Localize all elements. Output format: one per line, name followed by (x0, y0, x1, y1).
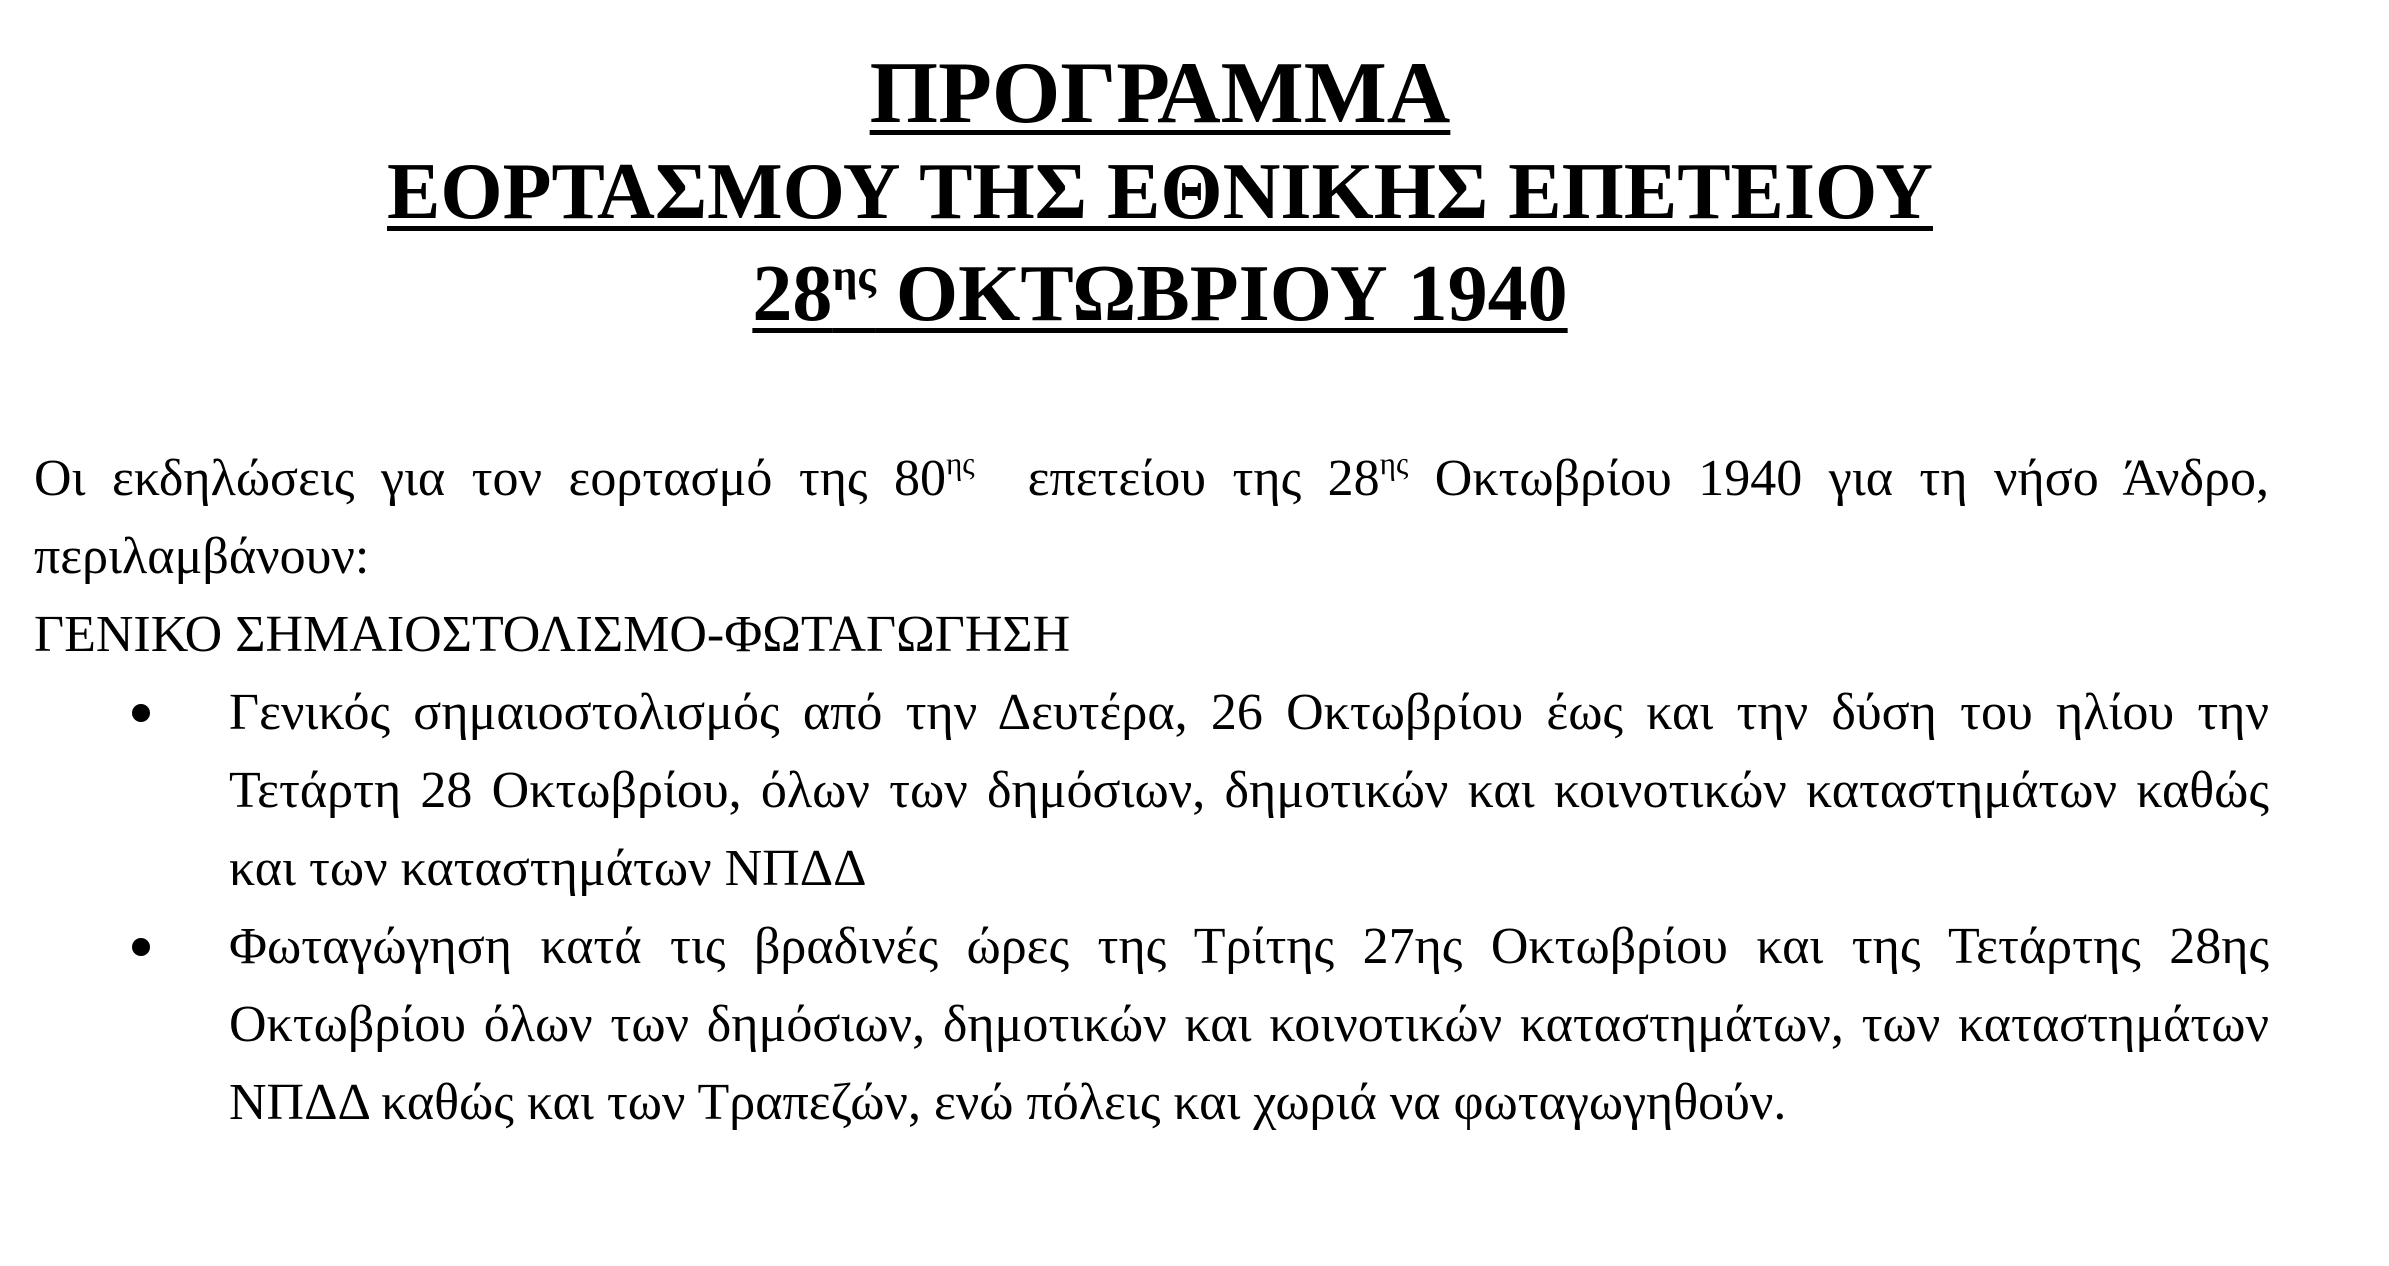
bullet-icon (132, 938, 150, 956)
title-line-3-number: 28 (752, 250, 833, 338)
intro-part-1: Οι εκδηλώσεις για τον εορτασμό της 80 (34, 450, 946, 507)
title-line-3-rest: ΟΚΤΩΒΡΙΟΥ 1940 (875, 250, 1568, 338)
list-item (34, 908, 2269, 1142)
document-body (34, 440, 2269, 1142)
list-item-text: Φωταγώγηση κατά τις βραδινές ώρες της Τρίτης 27ης Οκτωβρίου και της Τετάρτης 28ης Οκτωβρίου όλων των δημόσιων, δημοτικών και κοινοτικών καταστημάτων, των καταστημάτων ΝΠΔΔ καθώς και των Τραπεζών, ενώ πόλεις και χωριά να φωταγωγηθούν. (229, 918, 2269, 1131)
title-line-1: ΠΡΟΓΡΑΜΜΑ (869, 45, 1451, 142)
title-line-3 (752, 250, 1568, 338)
intro-paragraph (34, 440, 2269, 596)
document-title (0, 45, 2320, 356)
title-line-3-suffix: ης (832, 251, 876, 301)
list-item-text: Γενικός σημαιοστολισμός από την Δευτέρα, 26 Οκτωβρίου έως και την δύση του ηλίου την Τετάρτη 28 Οκτωβρίου, όλων των δημόσιων, δημοτικών και κοινοτικών καταστημάτων καθώς και των καταστημάτων ΝΠΔΔ (229, 684, 2269, 897)
bullet-list (34, 674, 2269, 1142)
intro-part-2: επετείου της 28 (974, 450, 1380, 507)
list-item (34, 674, 2269, 908)
intro-suffix-2: ης (1379, 445, 1409, 481)
section-heading: ΓΕΝΙΚΟ ΣΗΜΑΙΟΣΤΟΛΙΣΜΟ-ΦΩΤΑΓΩΓΗΣΗ (34, 606, 1071, 663)
intro-part-3: Οκτωβρίου 1940 για τη νήσο Άνδρο, περιλαμβάνουν: (34, 450, 2269, 585)
title-line-2: ΕΟΡΤΑΣΜΟΥ ΤΗΣ ΕΘΝΙΚΗΣ ΕΠΕΤΕΙΟΥ (387, 148, 1933, 236)
intro-suffix-1: ης (946, 445, 975, 481)
bullet-icon (132, 704, 150, 722)
